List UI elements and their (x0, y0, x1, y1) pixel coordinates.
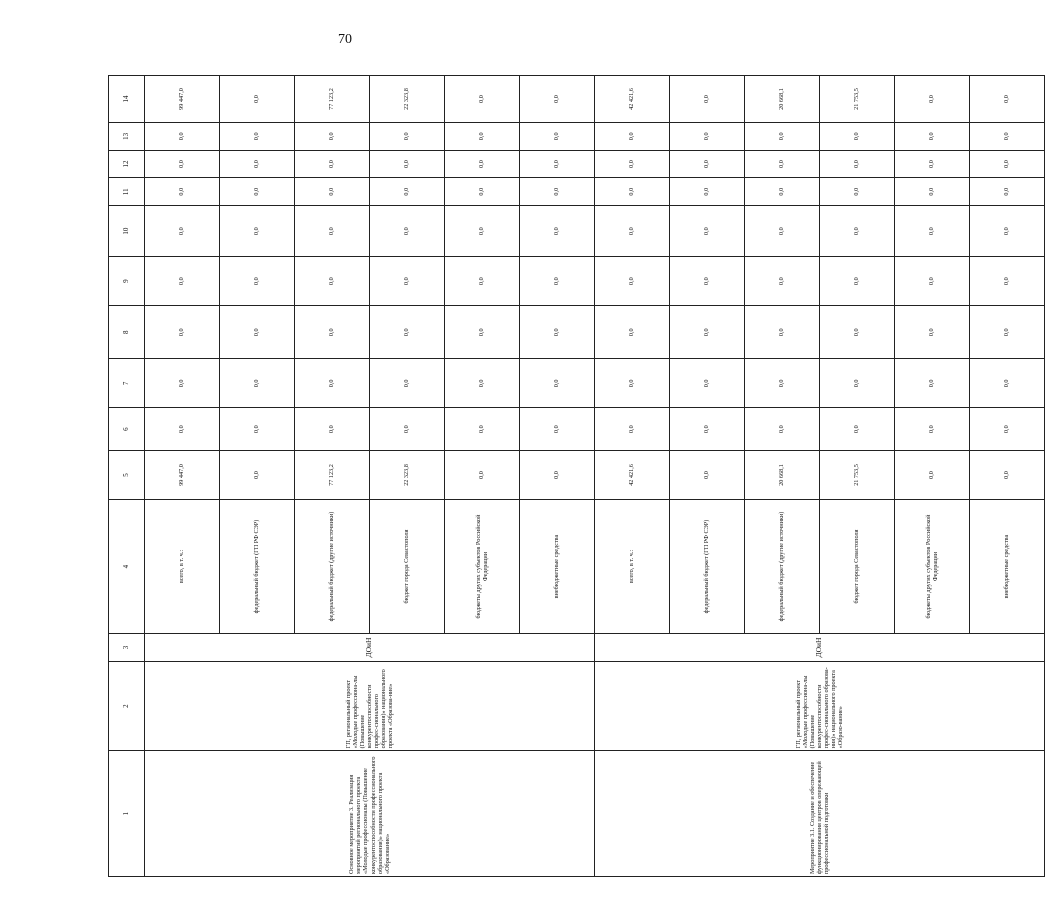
amount-cell: 0,0 (595, 150, 670, 178)
amount-cell: 0,0 (745, 306, 820, 359)
budget-table-sheet (108, 75, 1011, 877)
rotated-table-wrapper (108, 75, 1011, 877)
amount-cell: 0,0 (295, 206, 370, 257)
amount-cell: 0,0 (970, 206, 1045, 257)
amount-cell: 0,0 (445, 178, 520, 206)
amount-cell: 0,0 (220, 122, 295, 150)
event-name-cell: Основное мероприятие 3. Реализация мероприятий регионального проекта «Молодые профессионалы (Повышение конкурентоспособности профессионального образования)» национального проекта «Образование» (145, 751, 595, 877)
amount-cell: 0,0 (295, 306, 370, 359)
amount-cell: 0,0 (820, 408, 895, 451)
amount-cell: 0,0 (520, 306, 595, 359)
funding-source-cell: федеральный бюджет (ГП РФ СЭР) (670, 499, 745, 633)
column-number-header: 13 (109, 122, 145, 150)
amount-cell: 0,0 (895, 122, 970, 150)
responsible-cell: ДОиН (595, 634, 1045, 662)
amount-cell: 0,0 (745, 257, 820, 306)
amount-cell: 0,0 (745, 359, 820, 408)
amount-cell: 0,0 (145, 359, 220, 408)
amount-cell: 0,0 (895, 408, 970, 451)
table-row (595, 76, 670, 877)
amount-cell: 0,0 (520, 359, 595, 408)
funding-source-cell: бюджет города Севастополя (820, 499, 895, 633)
amount-cell: 0,0 (145, 257, 220, 306)
amount-cell: 0,0 (820, 206, 895, 257)
amount-cell: 0,0 (970, 359, 1045, 408)
amount-cell: 0,0 (370, 206, 445, 257)
amount-cell: 0,0 (820, 359, 895, 408)
amount-cell: 77 123,2 (295, 450, 370, 499)
funding-source-cell: всего, в т. ч.: (145, 499, 220, 633)
funding-source-cell: внебюджетные средства (520, 499, 595, 633)
column-number-header: 5 (109, 450, 145, 499)
amount-cell: 99 447,0 (145, 76, 220, 123)
amount-cell: 0,0 (745, 150, 820, 178)
amount-cell: 0,0 (745, 122, 820, 150)
amount-cell: 0,0 (970, 306, 1045, 359)
column-number-header: 14 (109, 76, 145, 123)
amount-cell: 0,0 (445, 76, 520, 123)
amount-cell: 0,0 (970, 408, 1045, 451)
amount-cell: 20 668,1 (745, 76, 820, 123)
column-number-header: 4 (109, 499, 145, 633)
funding-source-cell: федеральный бюджет (ГП РФ СЭР) (220, 499, 295, 633)
amount-cell: 0,0 (445, 359, 520, 408)
amount-cell: 0,0 (220, 306, 295, 359)
funding-source-cell: внебюджетные средства (970, 499, 1045, 633)
amount-cell: 0,0 (820, 257, 895, 306)
amount-cell: 42 421,6 (595, 450, 670, 499)
amount-cell: 0,0 (295, 359, 370, 408)
amount-cell: 0,0 (370, 408, 445, 451)
amount-cell: 0,0 (670, 257, 745, 306)
amount-cell: 42 421,6 (595, 76, 670, 123)
amount-cell: 0,0 (670, 76, 745, 123)
amount-cell: 0,0 (520, 150, 595, 178)
responsible-cell: ДОиН (145, 634, 595, 662)
amount-cell: 0,0 (820, 306, 895, 359)
column-number-header: 7 (109, 359, 145, 408)
funding-source-cell: бюджеты других субъектов Российской Федерации (445, 499, 520, 633)
amount-cell: 0,0 (295, 257, 370, 306)
amount-cell: 0,0 (670, 150, 745, 178)
amount-cell: 0,0 (295, 408, 370, 451)
amount-cell: 0,0 (970, 178, 1045, 206)
amount-cell: 0,0 (895, 257, 970, 306)
amount-cell: 22 323,8 (370, 76, 445, 123)
amount-cell: 0,0 (370, 150, 445, 178)
amount-cell: 0,0 (220, 206, 295, 257)
amount-cell: 0,0 (370, 178, 445, 206)
amount-cell: 0,0 (445, 122, 520, 150)
page-number: 70 (338, 32, 352, 47)
amount-cell: 0,0 (220, 257, 295, 306)
amount-cell: 0,0 (595, 408, 670, 451)
column-number-header: 11 (109, 178, 145, 206)
amount-cell: 0,0 (445, 257, 520, 306)
amount-cell: 0,0 (970, 76, 1045, 123)
funding-source-cell: федеральный бюджет (другие источники) (745, 499, 820, 633)
column-number-header: 8 (109, 306, 145, 359)
column-number-header: 9 (109, 257, 145, 306)
amount-cell: 0,0 (595, 178, 670, 206)
amount-cell: 0,0 (670, 122, 745, 150)
column-number-header: 6 (109, 408, 145, 451)
amount-cell: 0,0 (595, 257, 670, 306)
amount-cell: 0,0 (520, 450, 595, 499)
amount-cell: 0,0 (895, 359, 970, 408)
amount-cell: 0,0 (220, 408, 295, 451)
amount-cell: 0,0 (220, 150, 295, 178)
column-number-header: 12 (109, 150, 145, 178)
amount-cell: 0,0 (520, 178, 595, 206)
amount-cell: 21 753,5 (820, 450, 895, 499)
amount-cell: 0,0 (145, 306, 220, 359)
amount-cell: 0,0 (520, 76, 595, 123)
amount-cell: 0,0 (445, 450, 520, 499)
amount-cell: 0,0 (220, 359, 295, 408)
amount-cell: 0,0 (820, 150, 895, 178)
amount-cell: 0,0 (970, 150, 1045, 178)
project-cell: ГП, региональный проект «Молодые профессиона-лы (Повышение конкурентоспособности профес-сионального образования)» национального проекта «Образова-ние» (145, 661, 595, 750)
amount-cell: 0,0 (145, 178, 220, 206)
amount-cell: 0,0 (970, 257, 1045, 306)
amount-cell: 0,0 (670, 408, 745, 451)
amount-cell: 0,0 (445, 306, 520, 359)
amount-cell: 0,0 (895, 76, 970, 123)
amount-cell: 77 123,2 (295, 76, 370, 123)
amount-cell: 0,0 (295, 178, 370, 206)
table-row (145, 76, 220, 877)
amount-cell: 0,0 (295, 150, 370, 178)
funding-source-cell: бюджет города Севастополя (370, 499, 445, 633)
column-number-header: 1 (109, 751, 145, 877)
amount-cell: 0,0 (370, 359, 445, 408)
amount-cell: 0,0 (445, 206, 520, 257)
amount-cell: 0,0 (670, 450, 745, 499)
amount-cell: 99 447,0 (145, 450, 220, 499)
amount-cell: 0,0 (595, 359, 670, 408)
amount-cell: 0,0 (895, 206, 970, 257)
amount-cell: 0,0 (370, 257, 445, 306)
amount-cell: 0,0 (520, 122, 595, 150)
amount-cell: 0,0 (895, 450, 970, 499)
amount-cell: 0,0 (520, 206, 595, 257)
column-number-header: 10 (109, 206, 145, 257)
column-number-header: 2 (109, 661, 145, 750)
table-body (109, 76, 1045, 877)
amount-cell: 0,0 (895, 306, 970, 359)
amount-cell: 0,0 (220, 178, 295, 206)
amount-cell: 0,0 (295, 122, 370, 150)
amount-cell: 0,0 (520, 257, 595, 306)
amount-cell: 0,0 (745, 178, 820, 206)
amount-cell: 0,0 (670, 206, 745, 257)
amount-cell: 0,0 (895, 150, 970, 178)
amount-cell: 0,0 (445, 408, 520, 451)
amount-cell: 0,0 (595, 206, 670, 257)
funding-source-cell: бюджеты других субъектов Российской Федерации (895, 499, 970, 633)
amount-cell: 0,0 (670, 359, 745, 408)
amount-cell: 0,0 (145, 150, 220, 178)
amount-cell: 20 668,1 (745, 450, 820, 499)
amount-cell: 0,0 (970, 450, 1045, 499)
amount-cell: 0,0 (895, 178, 970, 206)
amount-cell: 21 753,5 (820, 76, 895, 123)
budget-table (108, 75, 1045, 877)
amount-cell: 0,0 (145, 206, 220, 257)
amount-cell: 0,0 (220, 76, 295, 123)
event-name-cell: Мероприятие 3.1. Создание и обеспечение функционирования центров опережающей профессиональной подготовки (595, 751, 1045, 877)
amount-cell: 0,0 (820, 122, 895, 150)
amount-cell: 0,0 (970, 122, 1045, 150)
funding-source-cell: федеральный бюджет (другие источники) (295, 499, 370, 633)
amount-cell: 0,0 (220, 450, 295, 499)
header-row (109, 76, 145, 877)
amount-cell: 0,0 (745, 206, 820, 257)
amount-cell: 0,0 (145, 408, 220, 451)
amount-cell: 0,0 (145, 122, 220, 150)
funding-source-cell: всего, в т. ч.: (595, 499, 670, 633)
amount-cell: 0,0 (445, 150, 520, 178)
amount-cell: 0,0 (595, 306, 670, 359)
amount-cell: 0,0 (595, 122, 670, 150)
amount-cell: 0,0 (370, 306, 445, 359)
project-cell: ГП, региональный проект «Молодые профессиона-лы (Повышение конкурентоспособности профес-сионального образова-ния)» национального проекта «Образо-вание» (595, 661, 1045, 750)
column-number-header: 3 (109, 634, 145, 662)
amount-cell: 0,0 (745, 408, 820, 451)
amount-cell: 0,0 (820, 178, 895, 206)
amount-cell: 0,0 (670, 306, 745, 359)
amount-cell: 0,0 (520, 408, 595, 451)
amount-cell: 0,0 (370, 122, 445, 150)
amount-cell: 0,0 (670, 178, 745, 206)
amount-cell: 22 323,8 (370, 450, 445, 499)
